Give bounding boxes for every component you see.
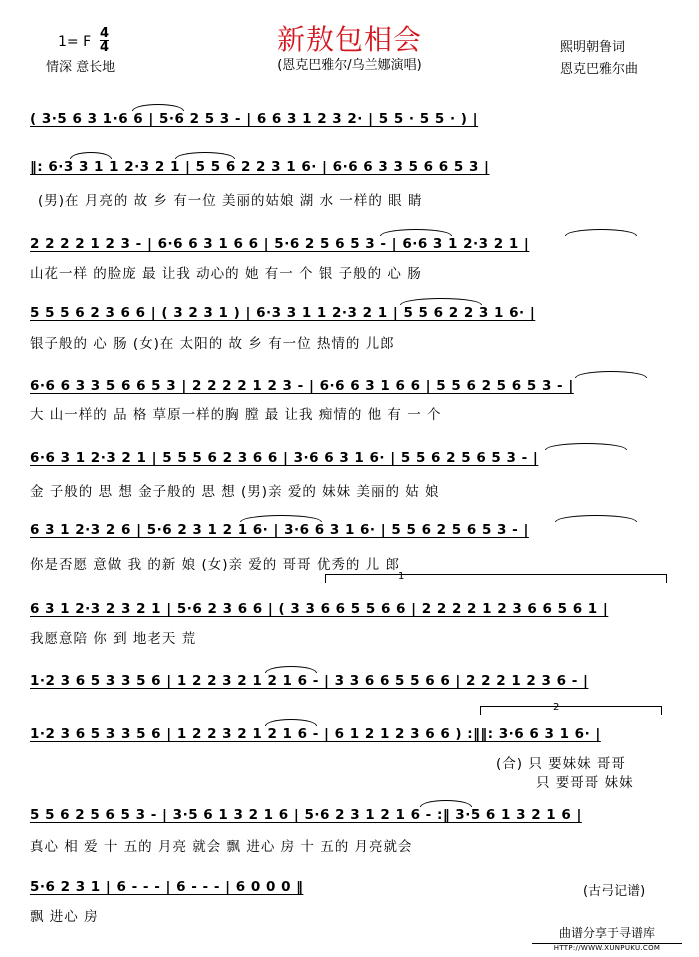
system-8-lyrics: 我愿意陪 你 到 地老天 荒	[30, 631, 197, 647]
volta-label-2: 2	[553, 702, 560, 713]
volta-label-1: 1	[398, 571, 405, 582]
system-10-lyrics: (合) 只 要妹妹 哥哥	[496, 756, 626, 772]
tempo-mood: 情深 意长地	[46, 60, 116, 75]
volta-bracket-2	[480, 706, 662, 715]
system-10-notes: 1·2 3 6 5 3 3 5 6 | 1 2 2 3 2 1 2 1 6 - | 6 1 2 1 2 3 6 6 ) :‖‖: 3·6 6 3 1 6· |	[30, 726, 601, 742]
slur	[555, 515, 637, 522]
system-5-notes: 6·6 6 3 3 5 6 6 5 3 | 2 2 2 2 1 2 3 - | 6·6 6 3 1 6 6 | 5 5 6 2 5 6 5 3 - |	[30, 378, 574, 394]
system-5-lyrics: 大 山一样的 品 格 草原一样的胸 膛 最 让我 痴情的 他 有 一 个	[30, 407, 442, 423]
slur	[265, 719, 317, 726]
slur	[575, 371, 647, 378]
song-title: 新敖包相会	[276, 23, 422, 56]
system-3-lyrics: 山花一样 的脸庞 最 让我 动心的 她 有一 个 银 子般的 心 肠	[30, 266, 422, 282]
slur	[175, 152, 235, 159]
system-11-notes: 5 5 6 2 5 6 5 3 - | 3·5 6 1 3 2 1 6 | 5·6 2 3 1 2 1 6 - :‖ 3·5 6 1 3 2 1 6 |	[30, 807, 582, 823]
system-11-lyrics: 真心 相 爱 十 五的 月亮 就会 飘 进心 房 十 五的 月亮就会	[30, 839, 413, 855]
system-7-lyrics: 你是否愿 意做 我 的新 娘 (女)亲 爱的 哥哥 优秀的 儿 郎	[30, 557, 400, 573]
system-9-notes: 1·2 3 6 5 3 3 5 6 | 1 2 2 3 2 1 2 1 6 - | 3 3 6 6 5 5 6 6 | 2 2 2 1 2 3 6 - |	[30, 673, 589, 689]
system-6-lyrics: 金 子般的 思 想 金子般的 思 想 (男)亲 爱的 妹妹 美丽的 姑 娘	[30, 484, 440, 500]
time-top: 4	[100, 26, 110, 41]
footer-site: 曲谱分享于寻谱库	[558, 926, 655, 940]
system-7-notes: 6 3 1 2·3 2 6 | 5·6 2 3 1 2 1 6· | 3·6 6 3 1 6· | 5 5 6 2 5 6 5 3 - |	[30, 522, 529, 538]
system-2-lyrics: (男)在 月亮的 故 乡 有一位 美丽的姑娘 湖 水 一样的 眼 睛	[38, 193, 423, 209]
performers: (恩克巴雅尔/乌兰娜演唱)	[277, 58, 422, 73]
system-6-notes: 6·6 3 1 2·3 2 1 | 5 5 5 6 2 3 6 6 | 3·6 6 3 1 6· | 5 5 6 2 5 6 5 3 - |	[30, 450, 539, 466]
footer-url: HTTP://WWW.XUNPUKU.COM	[532, 943, 682, 952]
slur	[545, 443, 627, 450]
slur	[265, 666, 317, 673]
slur	[240, 515, 322, 522]
key-signature: 1= F	[58, 34, 92, 50]
slur	[565, 229, 637, 236]
system-1-notes: ( 3·5 6 3 1·6 6 | 5·6 2 5 3 - | 6 6 3 1 2 3 2· | 5 5 · 5 5 · ) |	[30, 111, 479, 127]
system-2-notes: ‖: 6·3 3 1 1 2·3 2 1 | 5 5 6 2 2 3 1 6· | 6·6 6 3 3 5 6 6 5 3 |	[30, 159, 490, 175]
system-12-lyrics: 飘 进心 房	[30, 909, 99, 925]
volta-bracket-1	[325, 574, 667, 583]
time-signature	[100, 28, 109, 53]
system-10-lyrics-2: 只 要哥哥 妹妹	[536, 775, 634, 791]
system-3-notes: 2 2 2 2 1 2 3 - | 6·6 6 3 1 6 6 | 5·6 2 5 6 5 3 - | 6·6 3 1 2·3 2 1 |	[30, 236, 530, 252]
system-4-lyrics: 银子般的 心 肠 (女)在 太阳的 故 乡 有一位 热情的 儿郎	[30, 336, 395, 352]
lyricist-credit: 熙明朝鲁词	[560, 40, 626, 55]
slur	[380, 229, 452, 236]
time-bottom: 4	[100, 40, 110, 55]
slur	[400, 298, 482, 305]
transcriber-note: (古弓记谱)	[583, 884, 646, 899]
slur	[70, 152, 112, 159]
system-8-notes: 6 3 1 2·3 2 3 2 1 | 5·6 2 3 6 6 | ( 3 3 6 6 5 5 6 6 | 2 2 2 2 1 2 3 6 6 5 6 1 |	[30, 601, 609, 617]
slur	[420, 800, 472, 807]
composer-credit: 恩克巴雅尔曲	[560, 62, 639, 77]
system-12-notes: 5·6 2 3 1 | 6 - - - | 6 - - - | 6 0 0 0 ‖	[30, 879, 304, 895]
system-4-notes: 5 5 5 6 2 3 6 6 | ( 3 2 3 1 ) | 6·3 3 1 1 2·3 2 1 | 5 5 6 2 2 3 1 6· |	[30, 305, 536, 321]
slur	[132, 104, 184, 111]
